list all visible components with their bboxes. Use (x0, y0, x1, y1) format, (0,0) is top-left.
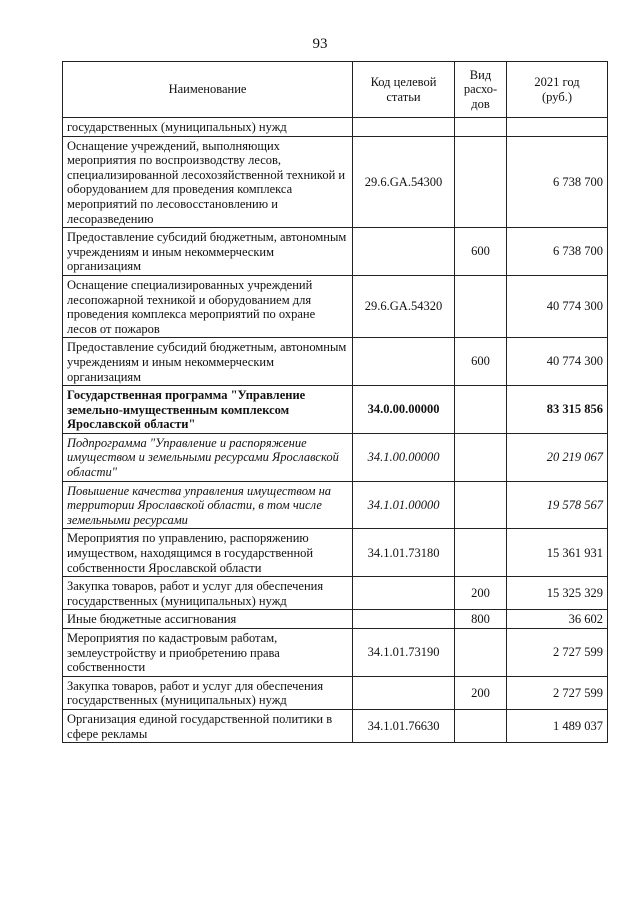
row-code-cell: 34.1.01.73180 (353, 529, 455, 577)
row-code-cell: 34.1.01.76630 (353, 709, 455, 742)
row-name-cell: Мероприятия по кадастровым работам, землеустройству и приобретению права собственности (63, 629, 353, 677)
row-vid-cell (455, 275, 507, 337)
row-sum-cell: 40 774 300 (507, 275, 608, 337)
table-row (63, 228, 608, 276)
header-code: Код целевой статьи (353, 62, 455, 118)
row-sum-cell: 6 738 700 (507, 136, 608, 228)
row-vid-cell: 800 (455, 610, 507, 629)
row-vid-cell: 200 (455, 577, 507, 610)
row-sum-cell: 83 315 856 (507, 386, 608, 434)
row-vid-cell: 600 (455, 338, 507, 386)
row-sum-cell: 36 602 (507, 610, 608, 629)
row-sum-cell: 2 727 599 (507, 629, 608, 677)
page-number: 93 (312, 36, 328, 52)
row-code-cell (353, 577, 455, 610)
table-row (63, 629, 608, 677)
row-vid-cell (455, 433, 507, 481)
row-code-cell: 29.6.GA.54300 (353, 136, 455, 228)
row-code-cell: 34.1.01.00000 (353, 481, 455, 529)
table-row (63, 136, 608, 228)
table-row (63, 481, 608, 529)
row-vid-cell: 200 (455, 676, 507, 709)
row-code-cell (353, 338, 455, 386)
table-row (63, 610, 608, 629)
row-name-cell: Организация единой государственной политики в сфере рекламы (63, 709, 353, 742)
row-name-cell: Иные бюджетные ассигнования (63, 610, 353, 629)
row-vid-cell (455, 529, 507, 577)
header-sum-line1: 2021 год (534, 74, 580, 89)
row-name-cell: Государственная программа "Управление земельно-имущественным комплексом Ярославской области" (63, 386, 353, 434)
row-sum-cell: 40 774 300 (507, 338, 608, 386)
row-sum-cell: 1 489 037 (507, 709, 608, 742)
row-code-cell: 34.1.01.73190 (353, 629, 455, 677)
budget-table (62, 61, 608, 743)
table-row (63, 386, 608, 434)
row-vid-cell (455, 118, 507, 137)
header-vid (455, 62, 507, 118)
row-name-cell: Повышение качества управления имуществом на территории Ярославской области, в том числе земельными ресурсами (63, 481, 353, 529)
row-name-cell: Закупка товаров, работ и услуг для обеспечения государственных (муниципальных) нужд (63, 676, 353, 709)
header-sum-line2: (руб.) (542, 89, 572, 104)
row-sum-cell (507, 118, 608, 137)
row-name-cell: Предоставление субсидий бюджетным, автономным учреждениям и иным некоммерческим организациям (63, 228, 353, 276)
row-code-cell (353, 228, 455, 276)
table-row (63, 676, 608, 709)
table-header-row (63, 62, 608, 118)
table-body (63, 118, 608, 743)
row-name-cell: Подпрограмма "Управление и распоряжение имуществом и земельными ресурсами Ярославской области" (63, 433, 353, 481)
row-sum-cell: 15 361 931 (507, 529, 608, 577)
table-row (63, 709, 608, 742)
row-name-cell: Мероприятия по управлению, распоряжению имуществом, находящимся в государственной собственности Ярославской области (63, 529, 353, 577)
row-code-cell (353, 118, 455, 137)
row-code-cell (353, 610, 455, 629)
row-name-cell: Закупка товаров, работ и услуг для обеспечения государственных (муниципальных) нужд (63, 577, 353, 610)
row-vid-cell (455, 629, 507, 677)
header-sum (507, 62, 608, 118)
row-sum-cell: 20 219 067 (507, 433, 608, 481)
table-row (63, 577, 608, 610)
row-name-cell: Предоставление субсидий бюджетным, автономным учреждениям и иным некоммерческим организациям (63, 338, 353, 386)
row-name-cell: государственных (муниципальных) нужд (63, 118, 353, 137)
header-vid-line3: дов (471, 96, 490, 111)
row-sum-cell: 15 325 329 (507, 577, 608, 610)
table-row (63, 338, 608, 386)
table-row (63, 118, 608, 137)
row-vid-cell (455, 386, 507, 434)
row-sum-cell: 2 727 599 (507, 676, 608, 709)
table-row (63, 529, 608, 577)
table-row (63, 433, 608, 481)
row-code-cell: 34.0.00.00000 (353, 386, 455, 434)
header-vid-line2: расхо- (463, 82, 498, 97)
row-name-cell: Оснащение учреждений, выполняющих мероприятия по воспроизводству лесов, специализированной лесохозяйственной техникой и оборудованием для проведения комплекса мероприятий по лесовосстановлению и лесоразведению (63, 136, 353, 228)
row-sum-cell: 19 578 567 (507, 481, 608, 529)
header-name: Наименование (63, 62, 353, 118)
row-vid-cell (455, 481, 507, 529)
row-code-cell: 29.6.GA.54320 (353, 275, 455, 337)
table-row (63, 275, 608, 337)
row-vid-cell: 600 (455, 228, 507, 276)
row-vid-cell (455, 136, 507, 228)
row-name-cell: Оснащение специализированных учреждений лесопожарной техникой и оборудованием для проведения комплекса мероприятий по охране лесов от пожаров (63, 275, 353, 337)
row-sum-cell: 6 738 700 (507, 228, 608, 276)
header-vid-line1: Вид (469, 67, 492, 82)
row-code-cell: 34.1.00.00000 (353, 433, 455, 481)
row-vid-cell (455, 709, 507, 742)
row-code-cell (353, 676, 455, 709)
